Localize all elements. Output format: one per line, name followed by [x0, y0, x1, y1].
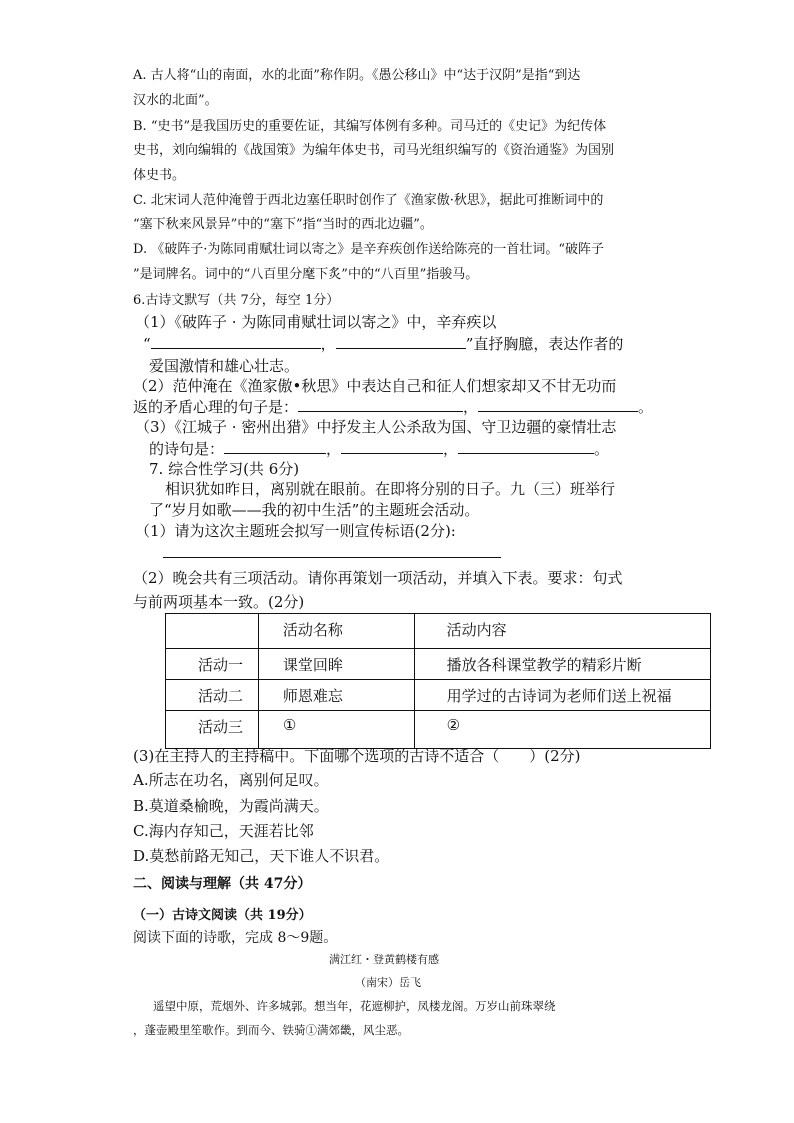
blank-6-3c[interactable] — [458, 439, 594, 454]
blank-6-1a[interactable] — [151, 334, 321, 349]
poem-title: 满江红・登黄鹤楼有感 — [329, 953, 439, 966]
q7-part2-line1: （2）晚会共有三项活动。请你再策划一项活动，并填入下表。要求：句式 — [133, 569, 623, 587]
table-header-cell — [166, 614, 259, 649]
blank-6-3a[interactable] — [224, 439, 326, 454]
subsection-title: （一）古诗文阅读（共 19分） — [133, 908, 312, 923]
q6-part1-end: ”直抒胸臆，表达作者的 — [465, 335, 624, 353]
q7-title: 7. 综合性学习(共 6分) — [149, 460, 300, 478]
option-c-line2: “塞下秋来风景异”中的“塞下”指“当时的西北边疆”。 — [133, 217, 433, 232]
table-cell[interactable]: ② — [414, 711, 710, 749]
blank-6-2a[interactable] — [298, 397, 463, 412]
table-row — [166, 680, 711, 711]
option-a-line1: A. 古人将“山的南面，水的北面”称作阴。《愚公移山》中“达于汉阴”是指“到达 — [133, 68, 581, 83]
q6-part2-line2 — [133, 396, 653, 417]
slogan-blank[interactable] — [163, 557, 501, 558]
option-d-line2: ”是词牌名。词中的“八百里分麾下炙”中的“八百里”指骏马。 — [133, 267, 479, 282]
q6-part3-line2 — [149, 438, 609, 459]
q6-part1-line3: 爱国激情和雄心壮志。 — [149, 357, 300, 375]
q6-part1-line1: （1）《破阵子 · 为陈同甫赋壮词以寄之》中，辛弃疾以 — [135, 313, 497, 331]
table-header-cell: 活动名称 — [258, 614, 414, 649]
section-title: 二、阅读与理解（共 47分） — [133, 876, 312, 892]
blank-6-1b[interactable] — [336, 334, 466, 349]
poem-line-2: ，蓬壶殿里笙歌作。到而今、铁骑①满郊畿，风尘恶。 — [133, 1023, 409, 1037]
blank-6-2b[interactable] — [478, 397, 638, 412]
poem-author: （南宋）岳飞 — [355, 976, 421, 989]
table-header-row — [166, 614, 711, 649]
table-cell: 活动二 — [166, 680, 259, 711]
q7-part2-line2: 与前两项基本一致。(2分) — [133, 593, 305, 611]
reading-instruction: 阅读下面的诗歌，完成 8～9题。 — [133, 930, 338, 946]
blank-6-3b[interactable] — [341, 439, 443, 454]
q6-part1-line2 — [143, 333, 623, 354]
table-cell: 用学过的古诗词为老师们送上祝福 — [414, 680, 710, 711]
q7-option-d: D.莫愁前路无知己，天下谁人不识君。 — [133, 847, 390, 865]
option-a-line2: 汉水的北面”。 — [133, 93, 218, 108]
period: 。 — [594, 440, 610, 458]
q7-option-b: B.莫道桑榆晚，为霞尚满天。 — [133, 797, 329, 815]
q7-intro-line2: 了“岁月如歌——我的初中生活”的主题班会活动。 — [149, 501, 480, 519]
q7-part3: (3)在主持人的主持稿中。下面哪个选项的古诗不适合（ ）(2分) — [133, 747, 581, 765]
comma: ， — [463, 398, 479, 416]
option-d-line1: D. 《破阵子·为陈同甫赋壮词以寄之》是辛弃疾创作送给陈亮的一首壮词。“破阵子 — [133, 242, 605, 257]
poem-line-1: 遥望中原，荒烟外、许多城郭。想当年，花遮柳护，凤楼龙阁。万岁山前珠翠绕 — [153, 999, 556, 1013]
option-b-line1: B. “史书”是我国历史的重要佐证，其编写体例有多种。司马迁的《史记》为纪传体 — [133, 119, 607, 134]
q6-part2-prefix: 返的矛盾心理的句子是： — [133, 398, 299, 416]
comma: ， — [443, 440, 459, 458]
comma: ， — [326, 440, 342, 458]
option-c-line1: C. 北宋词人范仲淹曾于西北边塞任职时创作了《渔家傲·秋思》，据此可推断词中的 — [133, 193, 604, 208]
q7-option-c: C.海内存知己，天涯若比邻 — [133, 822, 314, 840]
table-cell: 活动三 — [166, 711, 259, 749]
comma: ， — [320, 335, 336, 353]
period: 。 — [638, 398, 654, 416]
q6-part3-prefix: 的诗句是： — [149, 440, 225, 458]
table-header-cell: 活动内容 — [414, 614, 710, 649]
quote-open: “ — [143, 335, 151, 353]
option-b-line3: 体史书。 — [133, 168, 186, 183]
option-b-line2: 史书，刘向编辑的《战国策》为编年体史书，司马光组织编写的《资治通鉴》为国别 — [133, 143, 615, 158]
q6-part2-line1: （2）范仲淹在《渔家傲•秋思》中表达自己和征人们想家却又不甘无功而 — [133, 377, 617, 395]
table-cell: 师恩难忘 — [258, 680, 414, 711]
q6-part3-line1: （3）《江城子 · 密州出猎》中抒发主人公杀敌为国、守卫边疆的豪情壮志 — [135, 418, 617, 436]
q7-part1: （1）请为这次主题班会拟写一则宣传标语(2分): — [135, 522, 456, 540]
q6-title: 6.古诗文默写（共 7分，每空 1分） — [133, 293, 340, 308]
table-row — [166, 711, 711, 749]
table-cell[interactable]: ① — [258, 711, 414, 749]
q7-intro-line1: 相识犹如昨日，离别就在眼前。在即将分别的日子。九（三）班举行 — [165, 480, 616, 498]
table-cell: 播放各科课堂教学的精彩片断 — [414, 649, 710, 680]
table-cell: 课堂回眸 — [258, 649, 414, 680]
q7-option-a: A.所志在功名，离别何足叹。 — [133, 771, 329, 789]
table-cell: 活动一 — [166, 649, 259, 680]
table-row — [166, 649, 711, 680]
activity-table — [165, 613, 711, 749]
